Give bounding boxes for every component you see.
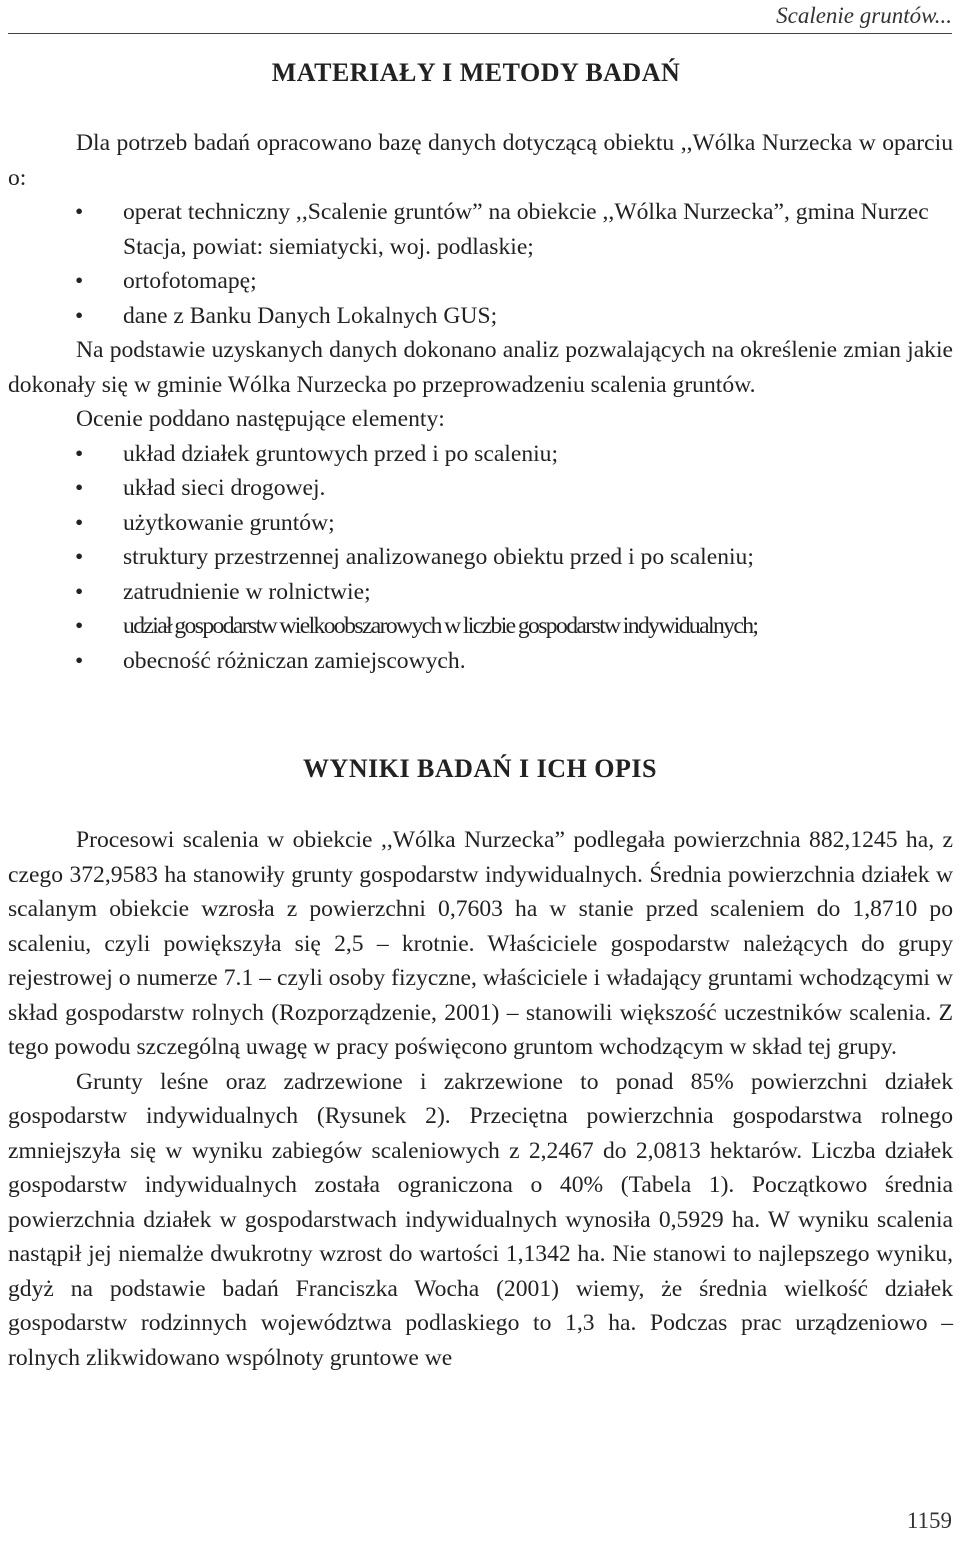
list-item-text: układ działek gruntowych przed i po scaleniu; — [123, 440, 559, 467]
bullet-icon: • — [75, 613, 84, 639]
bullet-icon: • — [75, 268, 84, 294]
analysis-paragraph: Na podstawie uzyskanych danych dokonano analiz pozwalających na określenie zmian jakie dokonały się w gminie Wólka Nurzecka po przeprowadzeniu scalenia gruntów. — [8, 337, 953, 398]
bullet-icon: • — [75, 647, 84, 674]
section-heading-materials: MATERIAŁY I METODY BADAŃ — [271, 58, 681, 87]
section-heading-results: WYNIKI BADAŃ I ICH OPIS — [303, 754, 657, 783]
list-item — [8, 471, 953, 506]
materials-intro: Dla potrzeb badań opracowano bazę danych dotyczącą obiektu ,,Wólka Nurzecka w oparciu o: — [8, 130, 953, 191]
list-item — [8, 506, 953, 541]
results-paragraph-1: Procesowi scalenia w obiekcie ,,Wólka Nurzecka” podlegała powierzchnia 882,1245 ha, z czego 372,9583 ha stanowiły grunty gospodarstw indywidualnych. Średnia powierzchnia działek w scalanym obiekcie wzrosła z powierzchni 0,7603 ha w stanie przed scaleniem do 1,8710 po scaleniu, czyli powiększyła się 2,5 – krotnie. Właściciele gospodarstw należących do grupy rejestrowej o numerze 7.1 – czyli osoby fizyczne, właściciele i władający gruntami wchodzącymi w skład gospodarstw rolnych (Rozporządzenie, 2001) – stanowili większość uczestników scalenia. Z tego powodu szczególną uwagę w pracy poświęcono gruntom wchodzącym w skład tej grupy. — [8, 827, 953, 1060]
list-item-text: zatrudnienie w rolnictwie; — [123, 578, 371, 605]
list-item-text: operat techniczny ,,Scalenie gruntów” na obiekcie ,,Wólka Nurzecka”, gmina Nurzec Stacja, powiat: siemiatycki, woj. podlaskie; — [123, 199, 929, 260]
list-item-text: udział gospodarstw wielkoobszarowych w liczbie gospodarstw indywidualnych; — [123, 613, 758, 639]
materials-section — [8, 126, 953, 678]
header-rule — [8, 33, 952, 34]
list-item — [8, 264, 953, 299]
bullet-icon: • — [75, 302, 84, 329]
list-item — [8, 609, 953, 644]
results-paragraph-2: Grunty leśne oraz zadrzewione i zakrzewione to ponad 85% powierzchni działek gospodarstw indywidualnych (Rysunek 2). Przeciętna powierzchnia gospodarstwa rolnego zmniejszyła się w wyniku zabiegów scaleniowych z 2,2467 do 2,0813 hektarów. Liczba działek gospodarstw indywidualnych została ograniczona o 40% (Tabela 1). Początkowo średnia powierzchnia działek w gospodarstwach indywidualnych wynosiła 0,5929 ha. W wyniku scalenia nastąpił jej niemalże dwukrotny wzrost do wartości 1,1342 ha. Nie stanowi to najlepszego wyniku, gdyż na podstawie badań Franciszka Wocha (2001) wiemy, że średnia wielkość działek gospodarstw rodzinnych województwa podlaskiego to 1,3 ha. Podczas prac urządzeniowo – rolnych zlikwidowano wspólnoty gruntowe we — [8, 1068, 953, 1371]
list-item — [8, 644, 953, 679]
list-item-text: obecność różniczan zamiejscowych. — [123, 647, 466, 674]
running-head: Scalenie gruntów... — [776, 3, 952, 28]
bullet-icon: • — [75, 199, 84, 225]
bullet-icon: • — [75, 509, 84, 536]
elements-intro: Ocenie poddano następujące elementy: — [76, 406, 445, 432]
bullet-icon: • — [75, 544, 84, 570]
bullet-icon: • — [75, 578, 84, 605]
list-item — [8, 195, 953, 264]
list-item — [8, 575, 953, 610]
list-item-text: ortofotomapę; — [123, 268, 257, 294]
list-item — [8, 540, 953, 575]
list-item-text: użytkowanie gruntów; — [123, 509, 335, 536]
page-number: 1159 — [906, 1508, 952, 1533]
bullet-icon: • — [75, 440, 84, 467]
source-list — [8, 195, 953, 333]
list-item-text: struktury przestrzennej analizowanego obiektu przed i po scaleniu; — [123, 544, 754, 570]
results-section — [8, 823, 953, 1375]
elements-list — [8, 437, 953, 679]
list-item-text: układ sieci drogowej. — [123, 475, 326, 501]
bullet-icon: • — [75, 475, 84, 501]
list-item — [8, 299, 953, 334]
list-item-text: dane z Banku Danych Lokalnych GUS; — [123, 302, 498, 329]
list-item — [8, 437, 953, 472]
